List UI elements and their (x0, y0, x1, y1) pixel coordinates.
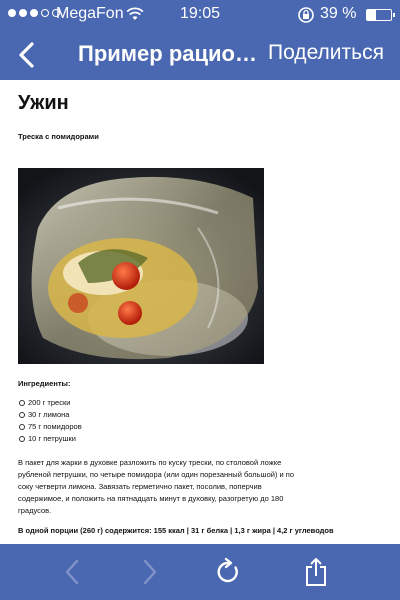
reload-icon (215, 558, 241, 586)
article-content (0, 80, 400, 544)
battery-icon (366, 9, 392, 21)
share-icon (304, 557, 328, 587)
recipe-text: В пакет для жарки в духовке разложить по куску трески, по столовой ложке рубленой петрушки, по четыре помидора (или один порезанный большой) и по соку четверти лимона. Завязать герметично пакет, посолив, поперчив содержимое, и положить на пятнадцать минут в духовку, разогретую до 180 градусов. (18, 458, 295, 515)
signal-strength-icon (8, 9, 60, 17)
share-toolbar-button[interactable] (302, 558, 330, 586)
signal-dot (8, 9, 16, 17)
signal-dot (30, 9, 38, 17)
chevron-left-icon (17, 42, 35, 68)
signal-dot (19, 9, 27, 17)
signal-dot (41, 9, 49, 17)
list-item: 75 г помидоров (18, 421, 382, 433)
status-bar (0, 0, 400, 30)
ingredients-list (18, 397, 382, 445)
back-button[interactable] (8, 38, 44, 72)
reload-button[interactable] (214, 558, 242, 586)
bottom-toolbar (0, 544, 400, 600)
dish-photo (18, 168, 264, 364)
browser-back-button[interactable] (58, 558, 86, 586)
rotation-lock-icon (297, 6, 315, 28)
list-item: 200 г трески (18, 397, 382, 409)
page-title: Пример рацио… (78, 41, 257, 66)
wifi-icon (126, 6, 144, 26)
list-item: 10 г петрушки (18, 433, 382, 445)
browser-forward-button[interactable] (136, 558, 164, 586)
arrow-right-icon (142, 559, 158, 585)
battery-percent: 39 % (320, 5, 357, 22)
nav-bar (0, 30, 400, 80)
carrier-name: MegaFon (56, 5, 124, 22)
status-time: 19:05 (180, 5, 221, 22)
nutrition-info: В одной порции (260 г) содержится: 155 ккал | 31 г белка | 1,3 г жира | 4,2 г углеводов (18, 526, 334, 535)
share-button[interactable]: Поделиться (268, 41, 384, 64)
arrow-left-icon (64, 559, 80, 585)
dish-title: Треска с помидорами (18, 132, 99, 141)
ingredients-title: Ингредиенты: (18, 379, 71, 388)
battery-fill (367, 10, 376, 20)
list-item: 30 г лимона (18, 409, 382, 421)
article-heading: Ужин (18, 92, 69, 114)
